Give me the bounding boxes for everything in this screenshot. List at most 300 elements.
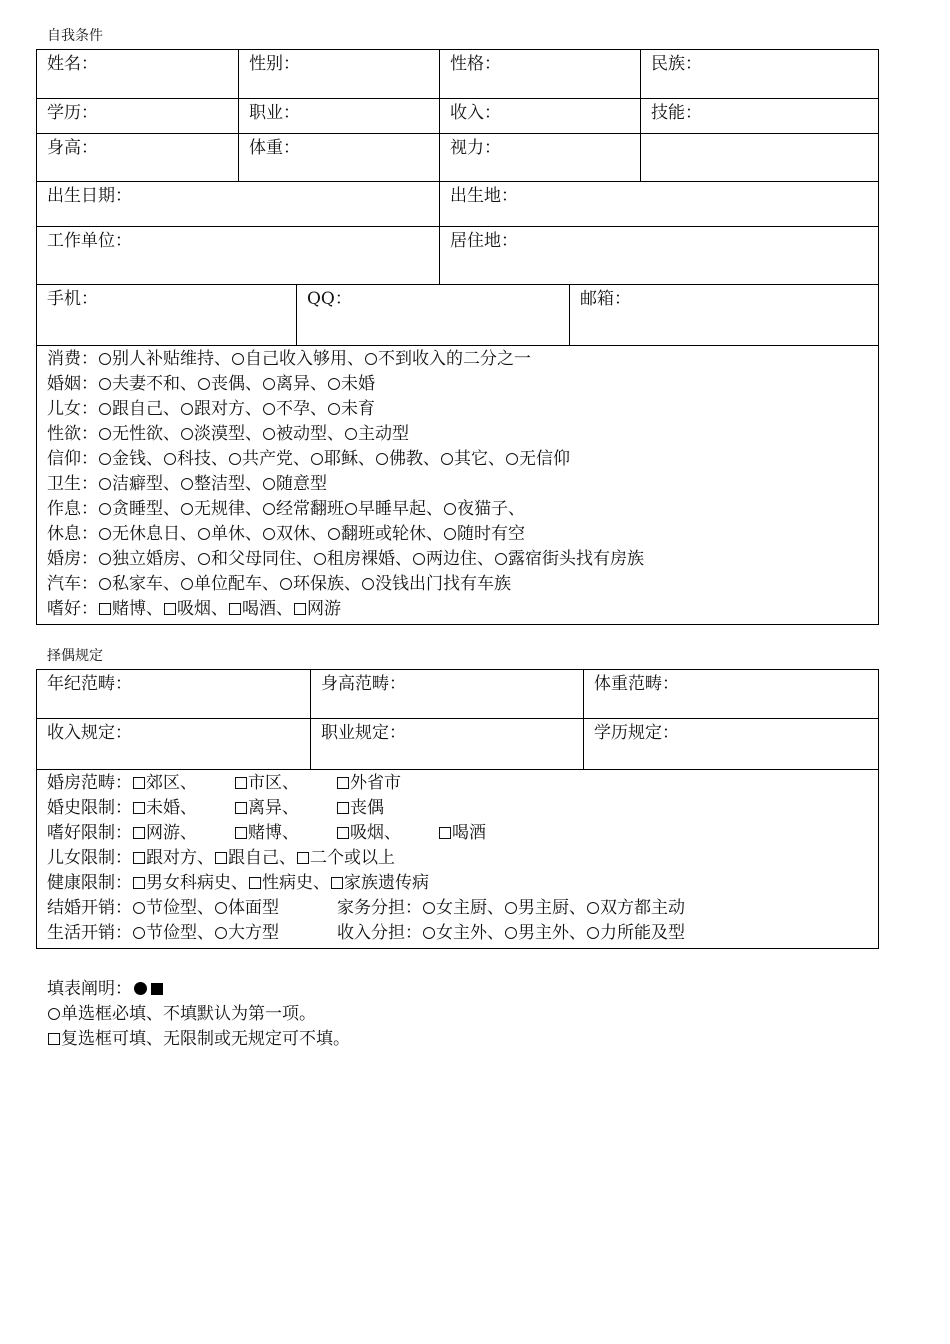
option-row-label: 健康限制：: [47, 873, 132, 893]
radio-option[interactable]: [98, 474, 180, 494]
radio-option[interactable]: [422, 923, 504, 943]
radio-icon[interactable]: [376, 453, 388, 465]
radio-option[interactable]: [132, 898, 214, 918]
option-label: 男主外、: [518, 923, 586, 943]
option-row: [47, 821, 878, 846]
option-label: 吸烟、: [350, 823, 401, 843]
option-row-label: 婚姻：: [47, 374, 98, 394]
radio-option[interactable]: [262, 524, 327, 544]
radio-icon[interactable]: [181, 478, 193, 490]
checkbox-icon[interactable]: [133, 852, 145, 864]
radio-icon[interactable]: [99, 378, 111, 390]
radio-option[interactable]: [443, 499, 525, 519]
radio-option[interactable]: [586, 923, 685, 943]
checkbox-option[interactable]: [234, 821, 336, 846]
option-row: [47, 921, 878, 946]
option-row: [47, 547, 878, 572]
checkbox-icon[interactable]: [133, 877, 145, 889]
option-label: 市区、: [248, 773, 299, 793]
checkbox-option[interactable]: [132, 771, 234, 796]
radio-icon[interactable]: [587, 927, 599, 939]
radio-option[interactable]: [443, 524, 525, 544]
checkbox-option[interactable]: [336, 796, 384, 821]
radio-option[interactable]: [180, 574, 279, 594]
radio-icon[interactable]: [328, 403, 340, 415]
option-row-label: 性欲：: [47, 424, 98, 444]
employer-field[interactable]: 工作单位：: [47, 231, 132, 251]
option-row: [47, 896, 878, 921]
option-label: 节俭型、: [146, 923, 214, 943]
option-row-label: 休息：: [47, 524, 98, 544]
option-row-label: 嗜好限制：: [47, 823, 132, 843]
option-row-label: 消费：: [47, 349, 98, 369]
option-label: 不孕、: [276, 399, 327, 419]
option-label: 单位配车、: [194, 574, 279, 594]
option-label: 男女科病史、: [146, 873, 248, 893]
radio-icon[interactable]: [506, 453, 518, 465]
radio-option[interactable]: [98, 349, 231, 369]
option-label: 跟自己、: [112, 399, 180, 419]
self-options-block: [37, 345, 878, 624]
radio-option[interactable]: [494, 549, 644, 569]
radio-icon[interactable]: [99, 478, 111, 490]
radio-option[interactable]: [262, 374, 327, 394]
option-row-label: 婚房范畴：: [47, 773, 132, 793]
option-label: 双休、: [276, 524, 327, 544]
option-row: [47, 597, 878, 622]
option-row: [47, 522, 878, 547]
partner-section-title: 择偶规定: [47, 648, 103, 664]
radio-icon[interactable]: [328, 528, 340, 540]
checkbox-option[interactable]: [336, 771, 401, 796]
radio-icon[interactable]: [328, 378, 340, 390]
option-label: 未育: [341, 399, 375, 419]
radio-icon[interactable]: [229, 453, 241, 465]
option-row-label: 汽车：: [47, 574, 98, 594]
checkbox-option[interactable]: [228, 599, 293, 619]
option-row-label: 婚房：: [47, 549, 98, 569]
checkbox-option[interactable]: [296, 846, 395, 871]
partner-requirements-form: [36, 669, 879, 949]
radio-option[interactable]: [98, 499, 180, 519]
notes-title: 填表阐明：: [47, 979, 132, 999]
radio-icon[interactable]: [263, 378, 275, 390]
radio-option[interactable]: [586, 898, 685, 918]
option-label: 其它、: [454, 449, 505, 469]
option-label: 两边住、: [426, 549, 494, 569]
option-label: 整洁型、: [194, 474, 262, 494]
radio-icon[interactable]: [181, 503, 193, 515]
radio-option[interactable]: [327, 399, 375, 419]
radio-option[interactable]: [327, 524, 443, 544]
radio-icon[interactable]: [413, 553, 425, 565]
option-label: 早睡早起、: [358, 499, 443, 519]
filled-square-icon: [151, 983, 163, 995]
radio-icon[interactable]: [215, 902, 227, 914]
radio-option[interactable]: [231, 349, 364, 369]
radio-option[interactable]: [180, 499, 262, 519]
option-row-label: 作息：: [47, 499, 98, 519]
option-label: 二个或以上: [310, 848, 395, 868]
radio-icon: [48, 1008, 60, 1020]
birth-date-field[interactable]: 出生日期：: [47, 186, 132, 206]
option-label: 跟对方、: [194, 399, 262, 419]
radio-icon[interactable]: [181, 403, 193, 415]
radio-option[interactable]: [197, 549, 313, 569]
option-row: [47, 397, 878, 422]
option-group: [132, 896, 337, 921]
option-label: 女主厨、: [436, 898, 504, 918]
form-row: [37, 226, 878, 284]
option-row: [47, 497, 878, 522]
radio-option[interactable]: [262, 499, 344, 519]
checkbox-icon[interactable]: [337, 802, 349, 814]
option-label: 节俭型、: [146, 898, 214, 918]
option-label: 独立婚房、: [112, 549, 197, 569]
option-label: 租房裸婚、: [327, 549, 412, 569]
option-row-label: 生活开销：: [47, 923, 132, 943]
option-row-label: 儿女：: [47, 399, 98, 419]
skills-field[interactable]: 技能：: [640, 99, 878, 133]
option-row: [47, 347, 878, 372]
mobile-field[interactable]: 手机：: [47, 289, 98, 309]
option-label: 夫妻不和、: [112, 374, 197, 394]
radio-option[interactable]: [180, 474, 262, 494]
option-label: 自己收入够用、: [245, 349, 364, 369]
radio-icon[interactable]: [99, 403, 111, 415]
option-label: 淡漠型、: [194, 424, 262, 444]
personality-field[interactable]: 性格：: [439, 50, 640, 98]
radio-icon[interactable]: [505, 902, 517, 914]
option-row: [47, 447, 878, 472]
education-field[interactable]: 学历：: [47, 103, 98, 123]
checkbox-option[interactable]: [163, 599, 228, 619]
checkbox-icon[interactable]: [249, 877, 261, 889]
option-label: 无信仰: [519, 449, 570, 469]
qq-field[interactable]: QQ：: [296, 285, 569, 345]
radio-option[interactable]: [262, 424, 344, 444]
option-label: 喝酒、: [242, 599, 293, 619]
weight-field[interactable]: 体重：: [238, 134, 439, 181]
radio-option[interactable]: [98, 524, 197, 544]
option-label: 体面型: [228, 898, 279, 918]
notes-title-line: [47, 977, 350, 1002]
radio-icon[interactable]: [444, 528, 456, 540]
education-requirement-field[interactable]: 学历规定：: [583, 719, 878, 769]
radio-icon[interactable]: [263, 403, 275, 415]
checkbox-icon[interactable]: [235, 802, 247, 814]
checkbox-option[interactable]: [132, 821, 234, 846]
email-field[interactable]: 邮箱：: [569, 285, 878, 345]
option-label: 无规律、: [194, 499, 262, 519]
option-row-label: 婚史限制：: [47, 798, 132, 818]
radio-option[interactable]: [310, 449, 375, 469]
option-label: 无性欲、: [112, 424, 180, 444]
form-row: [37, 98, 878, 133]
residence-field[interactable]: 居住地：: [439, 227, 878, 284]
gender-field[interactable]: 性别：: [238, 50, 439, 98]
radio-icon[interactable]: [365, 353, 377, 365]
radio-option[interactable]: [504, 898, 586, 918]
radio-icon[interactable]: [99, 428, 111, 440]
radio-icon[interactable]: [198, 378, 210, 390]
option-label: 经常翻班: [276, 499, 344, 519]
checkbox-icon[interactable]: [297, 852, 309, 864]
checkbox-icon[interactable]: [229, 603, 241, 615]
checkbox-option[interactable]: [330, 871, 429, 896]
option-label: 家族遗传病: [344, 873, 429, 893]
option-label: 吸烟、: [177, 599, 228, 619]
form-row: [37, 284, 878, 345]
radio-option[interactable]: [180, 399, 262, 419]
option-label: 私家车、: [112, 574, 180, 594]
option-label: 随意型: [276, 474, 327, 494]
form-notes: [47, 977, 350, 1052]
option-label: 科技、: [177, 449, 228, 469]
radio-icon[interactable]: [495, 553, 507, 565]
radio-option[interactable]: [504, 923, 586, 943]
checkbox-icon[interactable]: [337, 827, 349, 839]
option-label: 洁癖型、: [112, 474, 180, 494]
checkbox-icon[interactable]: [133, 777, 145, 789]
radio-option[interactable]: [344, 499, 443, 519]
option-row-label: 收入分担：: [337, 923, 422, 943]
radio-option[interactable]: [262, 474, 327, 494]
option-label: 性病史、: [262, 873, 330, 893]
checkbox-option[interactable]: [248, 871, 330, 896]
occupation-field[interactable]: 职业：: [238, 99, 439, 133]
filled-circle-icon: [134, 982, 147, 995]
radio-option[interactable]: [98, 549, 197, 569]
radio-icon[interactable]: [215, 927, 227, 939]
radio-option[interactable]: [98, 574, 180, 594]
radio-icon[interactable]: [263, 503, 275, 515]
radio-option[interactable]: [180, 424, 262, 444]
radio-icon[interactable]: [181, 578, 193, 590]
checkbox-icon[interactable]: [215, 852, 227, 864]
checkbox-icon[interactable]: [133, 827, 145, 839]
checkbox-option[interactable]: [234, 771, 336, 796]
checkbox-icon[interactable]: [331, 877, 343, 889]
radio-icon[interactable]: [314, 553, 326, 565]
checkbox-icon[interactable]: [133, 802, 145, 814]
option-row-label: 嗜好：: [47, 599, 98, 619]
radio-option[interactable]: [214, 898, 279, 918]
radio-note: 单选框必填、不填默认为第一项。: [61, 1004, 316, 1024]
income-requirement-field[interactable]: 收入规定：: [47, 723, 132, 743]
income-field[interactable]: 收入：: [439, 99, 640, 133]
option-label: 丧偶、: [211, 374, 262, 394]
checkbox-icon[interactable]: [235, 777, 247, 789]
name-field[interactable]: 姓名：: [47, 54, 98, 74]
radio-icon[interactable]: [444, 503, 456, 515]
radio-icon[interactable]: [99, 453, 111, 465]
check-note: 复选框可填、无限制或无规定可不填。: [61, 1029, 350, 1049]
age-range-field[interactable]: 年纪范畴：: [47, 674, 132, 694]
option-row-label: 卫生：: [47, 474, 98, 494]
option-label: 佛教、: [389, 449, 440, 469]
eyesight-field[interactable]: 视力：: [439, 134, 640, 181]
option-row-label: 结婚开销：: [47, 898, 132, 918]
option-label: 单休、: [211, 524, 262, 544]
radio-icon[interactable]: [280, 578, 292, 590]
birthplace-field[interactable]: 出生地：: [439, 182, 878, 226]
radio-option[interactable]: [98, 374, 197, 394]
option-label: 贪睡型、: [112, 499, 180, 519]
radio-option[interactable]: [197, 374, 262, 394]
option-label: 赌博、: [248, 823, 299, 843]
weight-range-field[interactable]: 体重范畴：: [583, 670, 878, 718]
option-label: 不到收入的二分之一: [378, 349, 531, 369]
option-label: 女主外、: [436, 923, 504, 943]
empty-field[interactable]: [640, 134, 878, 181]
checkbox-option[interactable]: [234, 796, 336, 821]
option-label: 环保族、: [293, 574, 361, 594]
radio-icon[interactable]: [311, 453, 323, 465]
option-row: [47, 572, 878, 597]
radio-icon[interactable]: [263, 528, 275, 540]
checkbox-option[interactable]: [336, 821, 438, 846]
radio-icon[interactable]: [99, 528, 111, 540]
radio-icon[interactable]: [198, 528, 210, 540]
radio-option[interactable]: [327, 374, 375, 394]
check-note-line: [47, 1027, 350, 1052]
radio-option[interactable]: [505, 449, 570, 469]
radio-icon[interactable]: [232, 353, 244, 365]
option-label: 主动型: [358, 424, 409, 444]
checkbox-icon[interactable]: [294, 603, 306, 615]
option-label: 跟对方、: [146, 848, 214, 868]
radio-icon[interactable]: [133, 902, 145, 914]
checkbox-option[interactable]: [132, 846, 214, 871]
radio-icon[interactable]: [99, 353, 111, 365]
radio-option[interactable]: [313, 549, 412, 569]
option-label: 网游: [307, 599, 341, 619]
option-label: 夜猫子、: [457, 499, 525, 519]
radio-option[interactable]: [132, 923, 214, 943]
option-label: 翻班或轮休、: [341, 524, 443, 544]
radio-option[interactable]: [412, 549, 494, 569]
option-label: 未婚、: [146, 798, 197, 818]
radio-option[interactable]: [98, 424, 180, 444]
option-row: [47, 871, 878, 896]
radio-icon[interactable]: [198, 553, 210, 565]
option-row-label: 信仰：: [47, 449, 98, 469]
radio-option[interactable]: [228, 449, 310, 469]
radio-option[interactable]: [364, 349, 531, 369]
checkbox-icon: [48, 1033, 60, 1045]
checkbox-icon[interactable]: [337, 777, 349, 789]
option-row: [47, 796, 878, 821]
radio-option[interactable]: [98, 399, 180, 419]
height-field[interactable]: 身高：: [47, 138, 98, 158]
radio-option[interactable]: [197, 524, 262, 544]
radio-option[interactable]: [375, 449, 440, 469]
radio-option[interactable]: [422, 898, 504, 918]
option-label: 被动型、: [276, 424, 344, 444]
checkbox-option[interactable]: [132, 871, 248, 896]
option-label: 郊区、: [146, 773, 197, 793]
radio-option[interactable]: [279, 574, 361, 594]
radio-icon[interactable]: [99, 578, 111, 590]
partner-options-block: [37, 769, 878, 948]
option-label: 随时有空: [457, 524, 525, 544]
checkbox-option[interactable]: [214, 846, 296, 871]
self-section-title: 自我条件: [47, 28, 103, 44]
option-label: 离异、: [276, 374, 327, 394]
option-row: [47, 472, 878, 497]
option-label: 网游、: [146, 823, 197, 843]
radio-option[interactable]: [98, 449, 163, 469]
checkbox-option[interactable]: [293, 599, 341, 619]
radio-icon[interactable]: [587, 902, 599, 914]
checkbox-option[interactable]: [98, 599, 163, 619]
height-range-field[interactable]: 身高范畴：: [310, 670, 583, 718]
radio-icon[interactable]: [423, 927, 435, 939]
checkbox-option[interactable]: [438, 821, 486, 846]
form-row: [37, 181, 878, 226]
form-row: [37, 718, 878, 769]
radio-option[interactable]: [163, 449, 228, 469]
self-conditions-form: [36, 49, 879, 625]
radio-icon[interactable]: [99, 503, 111, 515]
option-label: 没钱出门找有车族: [375, 574, 511, 594]
ethnicity-field[interactable]: 民族：: [640, 50, 878, 98]
radio-option[interactable]: [262, 399, 327, 419]
radio-icon[interactable]: [181, 428, 193, 440]
radio-icon[interactable]: [345, 428, 357, 440]
option-label: 赌博、: [112, 599, 163, 619]
radio-note-line: [47, 1002, 350, 1027]
radio-icon[interactable]: [263, 478, 275, 490]
occupation-requirement-field[interactable]: 职业规定：: [310, 719, 583, 769]
option-row-label: 儿女限制：: [47, 848, 132, 868]
radio-option[interactable]: [361, 574, 511, 594]
form-row: [37, 50, 878, 98]
option-label: 和父母同住、: [211, 549, 313, 569]
radio-option[interactable]: [214, 923, 279, 943]
checkbox-icon[interactable]: [164, 603, 176, 615]
option-label: 耶稣、: [324, 449, 375, 469]
radio-icon[interactable]: [345, 503, 357, 515]
radio-icon[interactable]: [263, 428, 275, 440]
form-row: [37, 133, 878, 181]
radio-icon[interactable]: [99, 553, 111, 565]
option-label: 别人补贴维持、: [112, 349, 231, 369]
radio-icon[interactable]: [362, 578, 374, 590]
radio-icon[interactable]: [423, 902, 435, 914]
radio-icon[interactable]: [164, 453, 176, 465]
option-label: 双方都主动: [600, 898, 685, 918]
option-label: 共产党、: [242, 449, 310, 469]
option-group: [132, 921, 337, 946]
radio-icon[interactable]: [441, 453, 453, 465]
radio-option[interactable]: [440, 449, 505, 469]
checkbox-icon[interactable]: [99, 603, 111, 615]
option-label: 丧偶: [350, 798, 384, 818]
radio-icon[interactable]: [505, 927, 517, 939]
option-row-label: 家务分担：: [337, 898, 422, 918]
option-row: [47, 846, 878, 871]
radio-option[interactable]: [344, 424, 409, 444]
form-row: [37, 670, 878, 718]
radio-icon[interactable]: [133, 927, 145, 939]
checkbox-icon[interactable]: [439, 827, 451, 839]
option-label: 男主厨、: [518, 898, 586, 918]
checkbox-icon[interactable]: [235, 827, 247, 839]
option-label: 跟自己、: [228, 848, 296, 868]
checkbox-option[interactable]: [132, 796, 234, 821]
